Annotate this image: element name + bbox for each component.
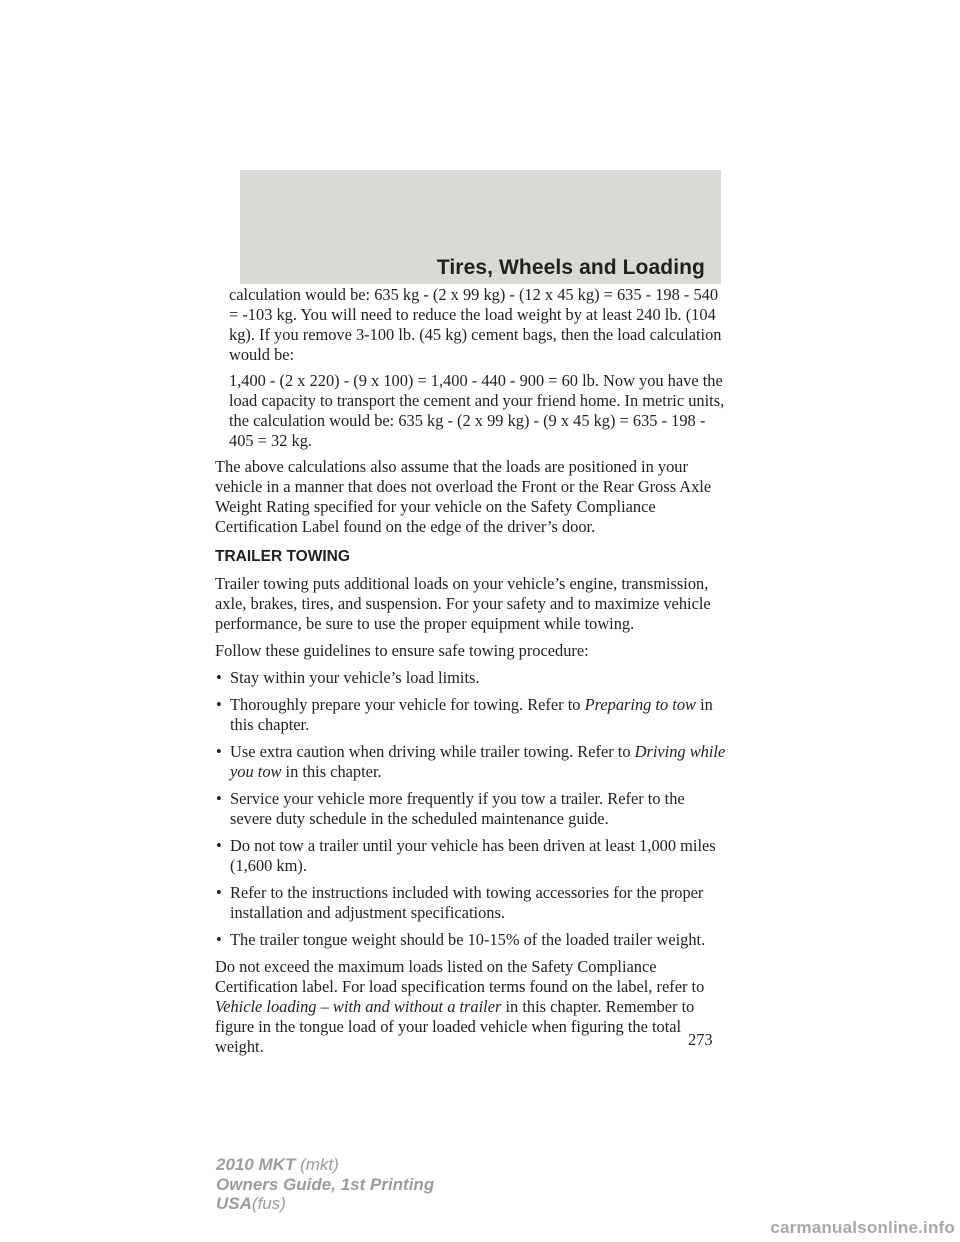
footer-market-code: (fus) — [251, 1194, 286, 1213]
calculation-paragraph-imperial: 1,400 - (2 x 220) - (9 x 100) = 1,400 - 440 - 900 = 60 lb. Now you have the load capacity to transport the cement and your friend home. In metric units, the calculation would be: 635 kg - (2 x 99 kg) - (9 x 45 kg) = 635 - 198 - 405 = 32 kg. — [229, 371, 725, 450]
bullet-icon: • — [216, 930, 222, 949]
list-item — [215, 695, 727, 735]
bullet-icon: • — [216, 836, 222, 855]
list-item — [215, 742, 727, 782]
bullet-icon: • — [216, 789, 222, 808]
footer-imprint — [216, 1155, 434, 1214]
list-item — [215, 789, 727, 829]
calculation-paragraph-metric: calculation would be: 635 kg - (2 x 99 kg) - (12 x 45 kg) = 635 - 198 - 540 = -103 kg. You will need to reduce the load weight by at least 240 lb. (104 kg). If you remove 3-100 lb. (45 kg) cement bags, then the load calculation would be: — [229, 285, 722, 364]
chapter-title: Tires, Wheels and Loading — [436, 256, 705, 279]
list-item-text-after: in this chapter. — [230, 695, 713, 734]
footer-line-market — [216, 1194, 434, 1214]
footer-market: USA — [216, 1194, 252, 1213]
list-item-text: Do not tow a trailer until your vehicle has been driven at least 1,000 miles (1,600 km). — [230, 836, 716, 875]
list-item-text: Refer to the instructions included with towing accessories for the proper installation and adjustment specifications. — [230, 883, 704, 922]
list-item-text: The trailer tongue weight should be 10-15% of the loaded trailer weight. — [230, 930, 706, 949]
list-item-text: Service your vehicle more frequently if you tow a trailer. Refer to the severe duty schedule in the scheduled maintenance guide. — [230, 789, 685, 828]
bullet-icon: • — [216, 668, 222, 687]
list-item — [215, 668, 727, 688]
list-item — [215, 930, 727, 950]
list-item-text-after: in this chapter. — [281, 762, 382, 781]
bullet-icon: • — [216, 883, 222, 902]
footer-line-guide — [216, 1175, 434, 1195]
cross-reference-vehicle-loading[interactable]: Vehicle loading – with and without a trailer — [215, 997, 502, 1016]
bullet-icon: • — [216, 742, 222, 761]
closing-paragraph — [215, 957, 727, 1057]
list-item-text: Stay within your vehicle’s load limits. — [230, 668, 480, 687]
footer-model: 2010 MKT — [216, 1155, 296, 1174]
page-number: 273 — [688, 1030, 713, 1049]
towing-intro-paragraph: Trailer towing puts additional loads on your vehicle’s engine, transmission, axle, brakes, tires, and suspension. For your safety and to maximize vehicle performance, be sure to use the proper equipment while towing. — [215, 574, 711, 633]
list-item — [215, 836, 727, 876]
chapter-header-band — [240, 170, 721, 284]
footer-model-code: (mkt) — [300, 1155, 339, 1174]
closing-text: Do not exceed the maximum loads listed on the Safety Compliance Certification label. For load specification terms found on the label, refer to — [215, 957, 705, 996]
guidelines-intro: Follow these guidelines to ensure safe towing procedure: — [215, 641, 589, 660]
list-item-text: Use extra caution when driving while trailer towing. Refer to — [230, 742, 635, 761]
list-item-text: Thoroughly prepare your vehicle for towing. Refer to — [230, 695, 585, 714]
list-item — [215, 883, 727, 923]
assumption-paragraph: The above calculations also assume that the loads are positioned in your vehicle in a manner that does not overload the Front or the Rear Gross Axle Weight Rating specified for your vehicle on the Safety Compliance Certification Label found on the edge of the driver’s door. — [215, 457, 712, 536]
watermark: carmanualsonline.info — [770, 1218, 955, 1237]
towing-guidelines-list — [215, 668, 727, 950]
cross-reference-driving-while-you-tow[interactable]: Driving while you tow — [230, 742, 726, 781]
footer-guide: Owners Guide, 1st Printing — [216, 1174, 435, 1194]
page-body — [215, 285, 727, 1057]
footer-line-model — [216, 1155, 434, 1175]
section-heading-trailer-towing: TRAILER TOWING — [215, 548, 350, 565]
bullet-icon: • — [216, 695, 222, 714]
closing-text-after: in this chapter. Remember to figure in the tongue load of your loaded vehicle when figuring the total weight. — [215, 997, 695, 1056]
cross-reference-preparing-to-tow[interactable]: Preparing to tow — [584, 695, 696, 714]
